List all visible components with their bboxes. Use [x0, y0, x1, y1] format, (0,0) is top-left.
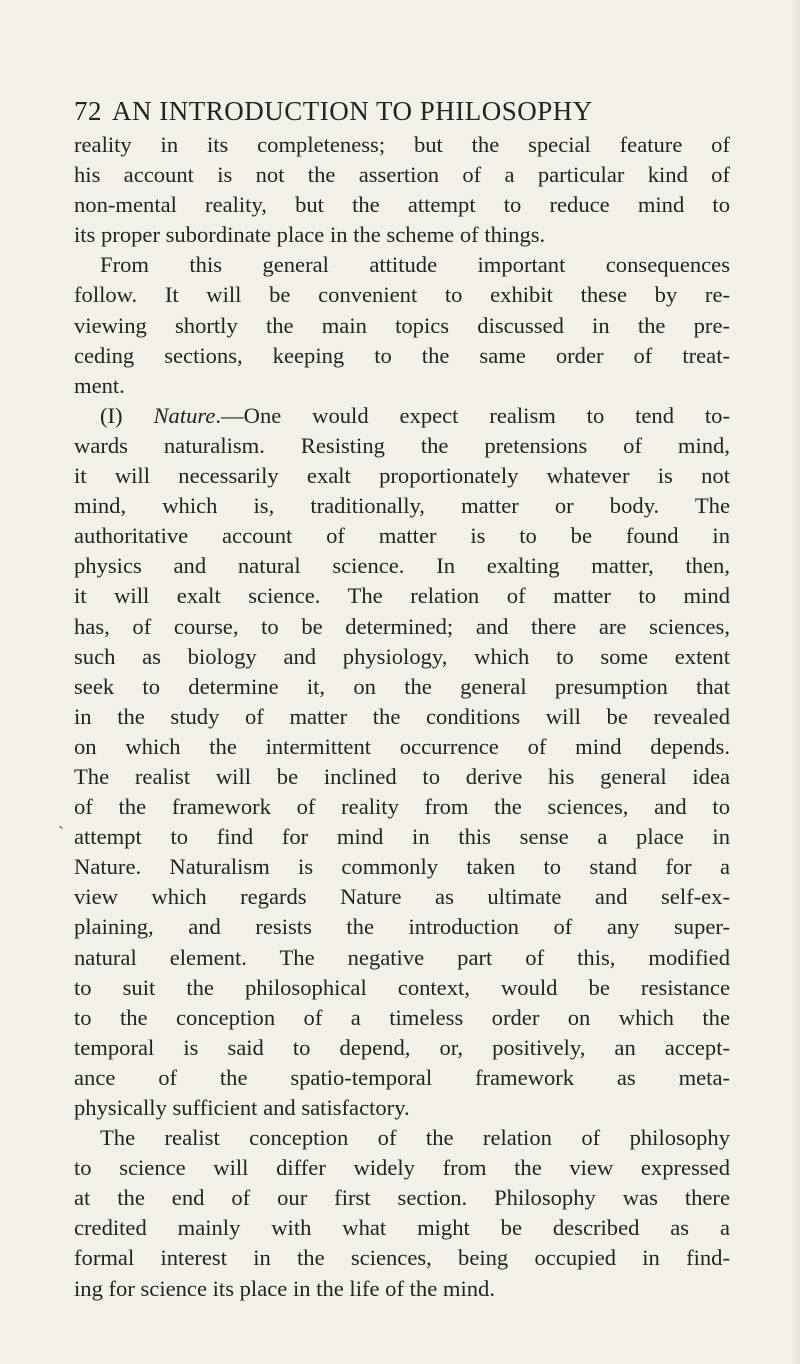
text-line: its proper subordinate place in the scheme of things.: [74, 222, 546, 248]
text-line: to science will differ widely from the view expressed: [74, 1155, 730, 1181]
text-line: ment.: [74, 372, 125, 398]
section-number: (I): [100, 402, 154, 428]
page-edge: [792, 0, 800, 1364]
text-line: such as biology and physiology, which to some extent: [74, 643, 730, 669]
text-line: The realist conception of the relation of philosophy: [100, 1125, 730, 1151]
text-line: attempt to find for mind in this sense a place in: [74, 824, 730, 850]
text-line: at the end of our first section. Philosophy was there: [74, 1185, 730, 1211]
text-line: formal interest in the sciences, being occupied in find-: [74, 1245, 730, 1271]
text-line: The realist will be inclined to derive his general idea: [74, 763, 730, 789]
text-line: plaining, and resists the introduction of any super-: [74, 914, 730, 940]
section-text: .—One would expect realism to tend to-: [215, 402, 730, 428]
text-line: Nature. Naturalism is commonly taken to stand for a: [74, 854, 730, 880]
text-line: his account is not the assertion of a particular kind of: [74, 162, 730, 188]
text-line: viewing shortly the main topics discussed in the pre-: [74, 312, 730, 338]
text-line: wards naturalism. Resisting the pretensions of mind,: [74, 432, 730, 458]
body-text: [74, 130, 730, 1304]
text-line: authoritative account of matter is to be found in: [74, 523, 730, 549]
text-line: ing for science its place in the life of the mind.: [74, 1275, 495, 1301]
text-line: From this general attitude important consequences: [100, 252, 730, 278]
text-line: to the conception of a timeless order on which the: [74, 1004, 730, 1030]
text-line: natural element. The negative part of this, modified: [74, 944, 730, 970]
text-line: in the study of matter the conditions will be revealed: [74, 703, 730, 729]
page-number: 72: [74, 96, 102, 126]
text-line: has, of course, to be determined; and there are sciences,: [74, 613, 730, 639]
nature-section-line: [74, 401, 730, 431]
text-line: seek to determine it, on the general presumption that: [74, 673, 730, 699]
text-line: credited mainly with what might be described as a: [74, 1215, 730, 1241]
text-line: physics and natural science. In exalting matter, then,: [74, 553, 730, 579]
text-line: follow. It will be convenient to exhibit these by re-: [74, 282, 730, 308]
section-heading: Nature: [153, 402, 216, 428]
text-line: view which regards Nature as ultimate and self-ex-: [74, 884, 730, 910]
text-line: reality in its completeness; but the special feature of: [74, 132, 730, 157]
text-line: to suit the philosophical context, would be resistance: [74, 974, 730, 1000]
text-line: physically sufficient and satisfactory.: [74, 1095, 410, 1120]
text-line: mind, which is, traditionally, matter or body. The: [74, 493, 730, 519]
book-page: [74, 96, 730, 1304]
text-line: of the framework of reality from the sciences, and to: [74, 794, 730, 820]
text-line: temporal is said to depend, or, positively, an accept-: [74, 1034, 730, 1060]
text-line: it will exalt science. The relation of matter to mind: [74, 583, 730, 609]
text-line: ceding sections, keeping to the same order of treat-: [74, 342, 730, 368]
text-line: on which the intermittent occurrence of mind depends.: [74, 733, 730, 759]
running-head: [74, 96, 730, 126]
text-line: ance of the spatio-temporal framework as meta-: [74, 1064, 730, 1090]
text-line: it will necessarily exalt proportionately whatever is not: [74, 463, 730, 489]
text-line: non-mental reality, but the attempt to reduce mind to: [74, 192, 730, 218]
book-title: AN INTRODUCTION TO PHILOSOPHY: [112, 96, 593, 126]
margin-mark: ˏ: [58, 809, 64, 829]
